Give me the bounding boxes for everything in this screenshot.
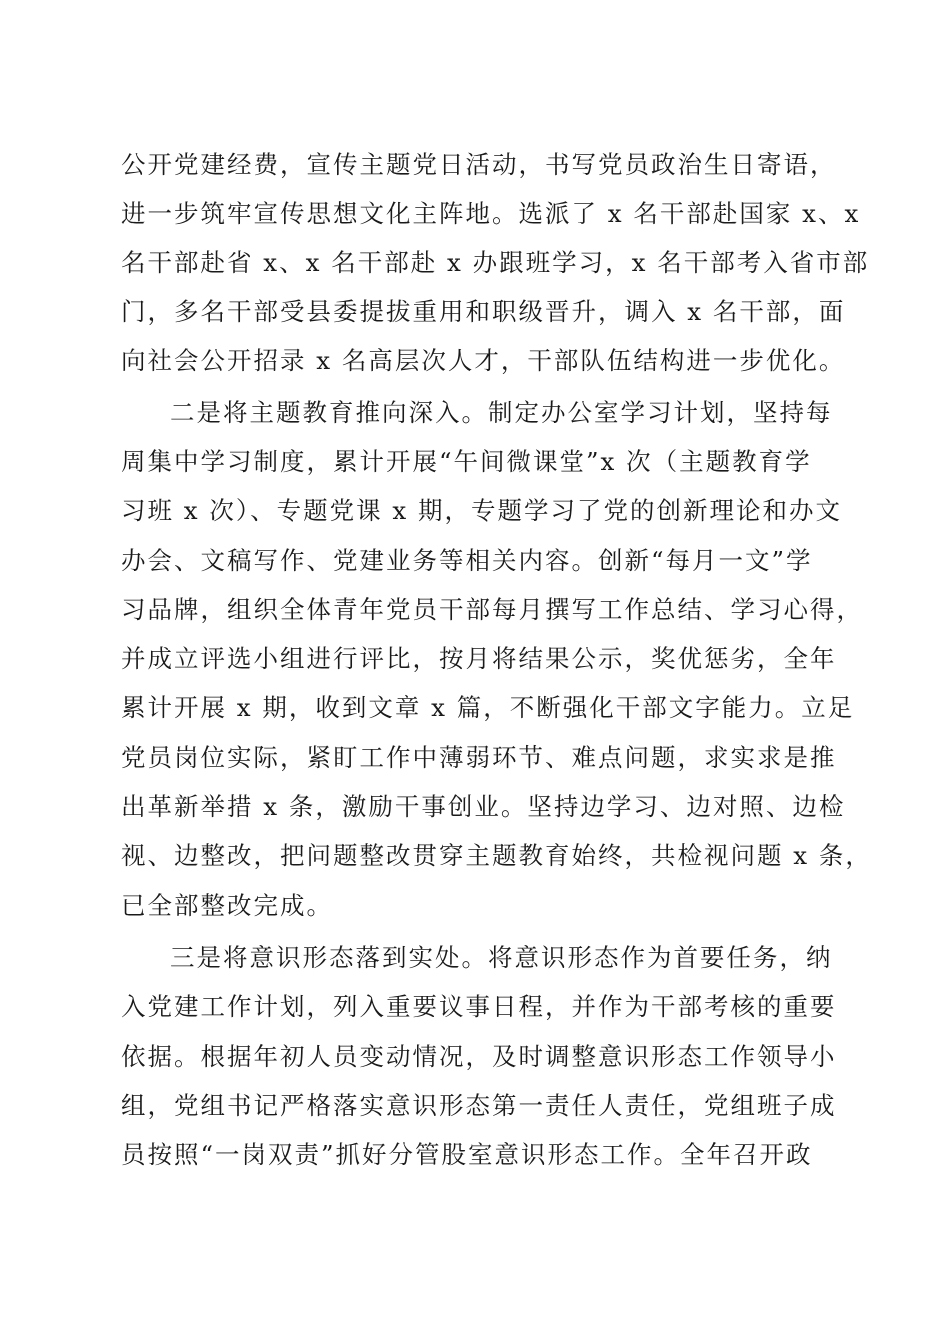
text-line: 习品牌，组织全体青年党员干部每月撰写工作总结、学习心得， xyxy=(121,595,863,624)
text-line: 累计开展 x 期，收到文章 x 篇，不断强化干部文字能力。立足 xyxy=(121,693,855,722)
text-line: 出革新举措 x 条，激励干事创业。坚持边学习、边对照、边检 xyxy=(121,792,846,821)
text-line: 依据。根据年初人员变动情况，及时调整意识形态工作领导小 xyxy=(121,1042,837,1071)
paragraph-start-line: 二是将主题教育推向深入。制定办公室学习计划，坚持每 xyxy=(170,398,833,427)
text-line: 党员岗位实际，紧盯工作中薄弱环节、难点问题，求实求是推 xyxy=(121,743,837,772)
text-line: 组，党组书记严格落实意识形态第一责任人责任，党组班子成 xyxy=(121,1091,837,1120)
text-line: 员按照“一岗双责”抓好分管股室意识形态工作。全年召开政 xyxy=(121,1140,813,1169)
text-line: 入党建工作计划，列入重要议事日程，并作为干部考核的重要 xyxy=(121,992,837,1021)
text-line: 办会、文稿写作、党建业务等相关内容。创新“每月一文”学 xyxy=(121,546,813,575)
text-line: 门，多名干部受县委提拔重用和职级晋升，调入 x 名干部，面 xyxy=(121,297,846,326)
text-line: 名干部赴省 x、x 名干部赴 x 办跟班学习，x 名干部考入省市部 xyxy=(121,248,870,277)
text-line: 并成立评选小组进行评比，按月将结果公示，奖优惩劣，全年 xyxy=(121,644,837,673)
paragraph-start-line: 三是将意识形态落到实处。将意识形态作为首要任务，纳 xyxy=(170,943,833,972)
text-line: 习班 x 次）、专题党课 x 期，专题学习了党的创新理论和办文 xyxy=(121,496,843,525)
text-line: 向社会公开招录 x 名高层次人才，干部队伍结构进一步优化。 xyxy=(121,346,846,375)
text-line: 周集中学习制度，累计开展“午间微课堂”x 次（主题教育学 xyxy=(121,447,812,476)
text-line: 视、边整改，把问题整改贯穿主题教育始终，共检视问题 x 条， xyxy=(121,841,872,870)
text-line: 公开党建经费，宣传主题党日活动，书写党员政治生日寄语， xyxy=(121,150,837,179)
text-line: 进一步筑牢宣传思想文化主阵地。选派了 x 名干部赴国家 x、x xyxy=(121,199,861,228)
text-line: 已全部整改完成。 xyxy=(121,891,333,920)
